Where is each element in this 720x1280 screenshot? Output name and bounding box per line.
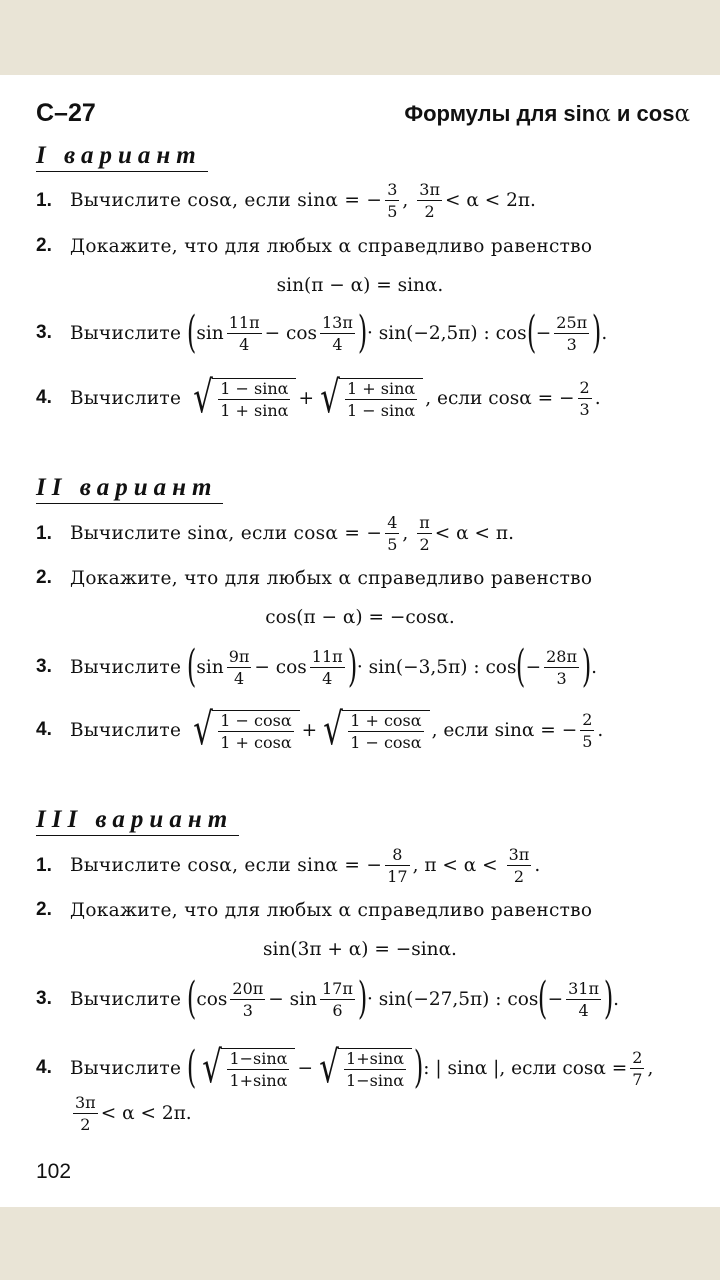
fraction: $\frac{3\pi}{2}$ bbox=[508, 845, 530, 886]
fraction: $\frac{17\pi}{6}$ bbox=[321, 978, 353, 1020]
fraction: $\frac{3}{5}$ bbox=[387, 180, 398, 221]
section-topic: Формулы для sinα и cosα bbox=[404, 101, 690, 127]
fraction: $\frac{31\pi}{4}$ bbox=[568, 978, 599, 1020]
square-root: √ $\frac{1 + \cos\alpha}{1 - \cos\alpha}$ bbox=[319, 707, 429, 753]
page-header bbox=[36, 99, 690, 135]
task-1: 1. Вычислите cosα, если sinα = − $\frac{3}{5}$ , $\frac{3\pi}{2}$ < α < 2π. bbox=[36, 180, 536, 221]
fraction: $\frac{13\pi}{4}$ bbox=[321, 312, 353, 354]
task-3: 3. Вычислите ( cos $\frac{20\pi}{3}$ − sin $\frac{17\pi}{6}$ ) · sin(−27,5π) : cos ( − $\frac{31\pi}{4}$ ) . bbox=[36, 973, 620, 1024]
square-root: √ $\frac{1+\sin\alpha}{1-\sin\alpha}$ bbox=[315, 1045, 412, 1091]
fraction: $\frac{8}{17}$ bbox=[387, 845, 408, 886]
fraction: $\frac{11\pi}{4}$ bbox=[228, 312, 260, 354]
variant-title: II вариант bbox=[36, 473, 223, 504]
variant-title: I вариант bbox=[36, 141, 208, 172]
fraction: $\frac{4}{5}$ bbox=[387, 513, 398, 554]
task-3: 3. Вычислите ( sin $\frac{9\pi}{4}$ − cos $\frac{11\pi}{4}$ ) · sin(−3,5π) : cos ( − $\frac{28\pi}{3}$ ) . bbox=[36, 641, 598, 692]
fraction: $\frac{2}{7}$ bbox=[632, 1047, 643, 1089]
task-3: 3. Вычислите ( sin $\frac{11\pi}{4}$ − cos $\frac{13\pi}{4}$ ) · sin(−2,5π) : cos ( − $\frac{25\pi}{3}$ ) . bbox=[36, 307, 608, 358]
square-root: √ $\frac{1-\sin\alpha}{1+\sin\alpha}$ bbox=[198, 1045, 295, 1091]
square-root: √ $\frac{1 + \sin\alpha}{1 - \sin\alpha}$ bbox=[316, 375, 423, 421]
task-1: 1. Вычислите cosα, если sinα = − $\frac{8}{17}$ , π < α < $\frac{3\pi}{2}$ . bbox=[36, 845, 541, 886]
fraction: $\frac{2}{5}$ bbox=[582, 709, 593, 751]
textbook-page bbox=[0, 75, 720, 1207]
fraction: $\frac{25\pi}{3}$ bbox=[556, 312, 588, 354]
task-4-continuation: $\frac{3\pi}{2}$ < α < 2π. bbox=[75, 1093, 192, 1134]
task-4: 4. Вычислите √ $\frac{1 - \sin\alpha}{1 + \sin\alpha}$ + √ $\frac{1 + \sin\alpha}{1 - \sin\alpha}$ , если cosα = − $\frac{2}{3}$ . bbox=[36, 372, 601, 423]
fraction: $\frac{9\pi}{4}$ bbox=[228, 646, 250, 688]
fraction: $\frac{1-\sin\alpha}{1+\sin\alpha}$ bbox=[229, 1049, 288, 1090]
fraction: $\frac{20\pi}{3}$ bbox=[232, 978, 264, 1020]
fraction: $\frac{2}{3}$ bbox=[579, 377, 590, 419]
section-code: С–27 bbox=[36, 99, 96, 127]
fraction: $\frac{1+\sin\alpha}{1-\sin\alpha}$ bbox=[346, 1049, 405, 1090]
task-2-formula: sin(3π + α) = −sinα. bbox=[263, 939, 457, 960]
page-number: 102 bbox=[36, 1160, 72, 1183]
task-1: 1. Вычислите sinα, если cosα = − $\frac{4}{5}$ , $\frac{\pi}{2}$ < α < π. bbox=[36, 513, 514, 554]
fraction: $\frac{\pi}{2}$ bbox=[419, 513, 430, 554]
fraction: $\frac{1 - \sin\alpha}{1 + \sin\alpha}$ bbox=[220, 379, 289, 420]
task-2: 2. Докажите, что для любых α справедливо равенство bbox=[36, 567, 593, 589]
fraction: $\frac{1 - \cos\alpha}{1 + \cos\alpha}$ bbox=[220, 711, 292, 752]
fraction: $\frac{3\pi}{2}$ bbox=[419, 180, 440, 221]
fraction: $\frac{1 + \cos\alpha}{1 - \cos\alpha}$ bbox=[350, 711, 422, 752]
task-2: 2. Докажите, что для любых α справедливо равенство bbox=[36, 235, 593, 257]
task-4: 4. Вычислите √ $\frac{1 - \cos\alpha}{1 + \cos\alpha}$ + √ $\frac{1 + \cos\alpha}{1 - \cos\alpha}$ , если sinα = − $\frac{2}{5}$ . bbox=[36, 704, 604, 755]
task-2-formula: cos(π − α) = −cosα. bbox=[265, 607, 455, 628]
square-root: √ $\frac{1 - \sin\alpha}{1 + \sin\alpha}$ bbox=[189, 375, 296, 421]
fraction: $\frac{3\pi}{2}$ bbox=[75, 1093, 96, 1134]
fraction: $\frac{28\pi}{3}$ bbox=[546, 646, 577, 688]
variant-title: III вариант bbox=[36, 805, 239, 836]
fraction: $\frac{11\pi}{4}$ bbox=[311, 646, 343, 688]
task-2: 2. Докажите, что для любых α справедливо равенство bbox=[36, 899, 593, 921]
task-2-formula: sin(π − α) = sinα. bbox=[276, 275, 444, 296]
task-4: 4. Вычислите ( √ $\frac{1-\sin\alpha}{1+\sin\alpha}$ − √ $\frac{1+\sin\alpha}{1-\sin\alpha}$ ) : | sinα |, если cosα = $\frac{2}{7}$ , bbox=[36, 1042, 654, 1093]
fraction: $\frac{1 + \sin\alpha}{1 - \sin\alpha}$ bbox=[347, 379, 416, 420]
square-root: √ $\frac{1 - \cos\alpha}{1 + \cos\alpha}$ bbox=[189, 707, 299, 753]
